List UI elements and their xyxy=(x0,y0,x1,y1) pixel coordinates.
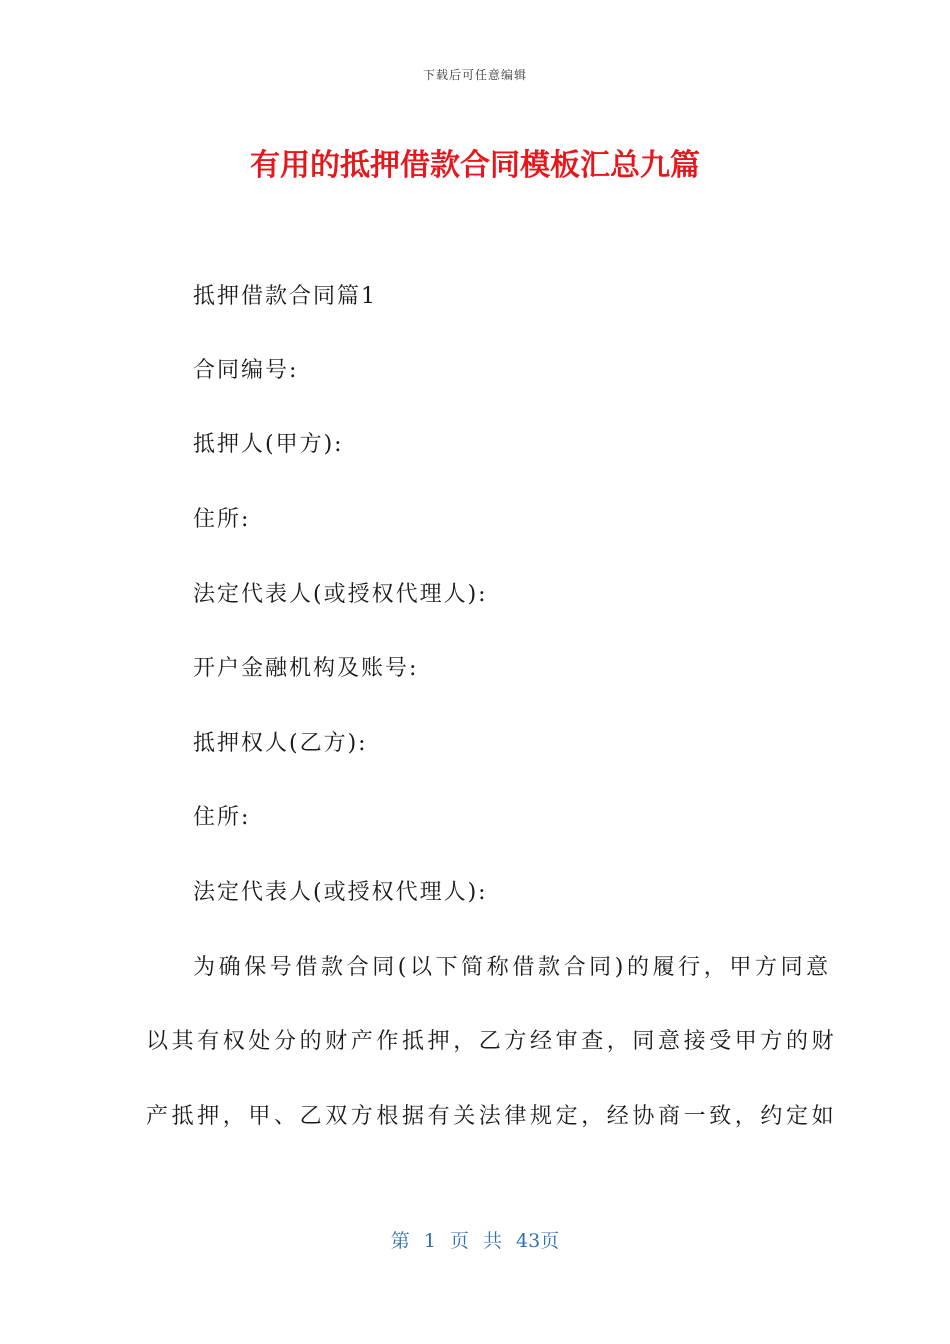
paragraph-line: 以其有权处分的财产作抵押，乙方经审查，同意接受甲方的财 xyxy=(146,1029,838,1054)
field-mortgagor-representative: 法定代表人(或授权代理人): xyxy=(193,582,488,607)
page-indicator: 第 1 页 共 43页 xyxy=(390,1230,560,1252)
download-note: 下载后可任意编辑 xyxy=(422,68,527,82)
section-heading: 抵押借款合同篇1 xyxy=(193,284,377,309)
field-mortgagee-address: 住所: xyxy=(193,805,251,830)
document-title: 有用的抵押借款合同模板汇总九篇 xyxy=(250,148,700,183)
paragraph-line: 产抵押，甲、乙双方根据有关法律规定，经协商一致，约定如 xyxy=(146,1104,838,1129)
field-mortgagor-address: 住所: xyxy=(193,507,251,532)
field-mortgagor: 抵押人(甲方): xyxy=(193,432,344,457)
field-mortgagee-representative: 法定代表人(或授权代理人): xyxy=(193,880,488,905)
field-mortgagee: 抵押权人(乙方): xyxy=(193,731,368,756)
paragraph-line: 为确保号借款合同(以下简称借款合同)的履行，甲方同意 xyxy=(193,955,832,980)
field-bank-account: 开户金融机构及账号: xyxy=(193,656,419,681)
field-contract-number: 合同编号: xyxy=(193,358,299,383)
